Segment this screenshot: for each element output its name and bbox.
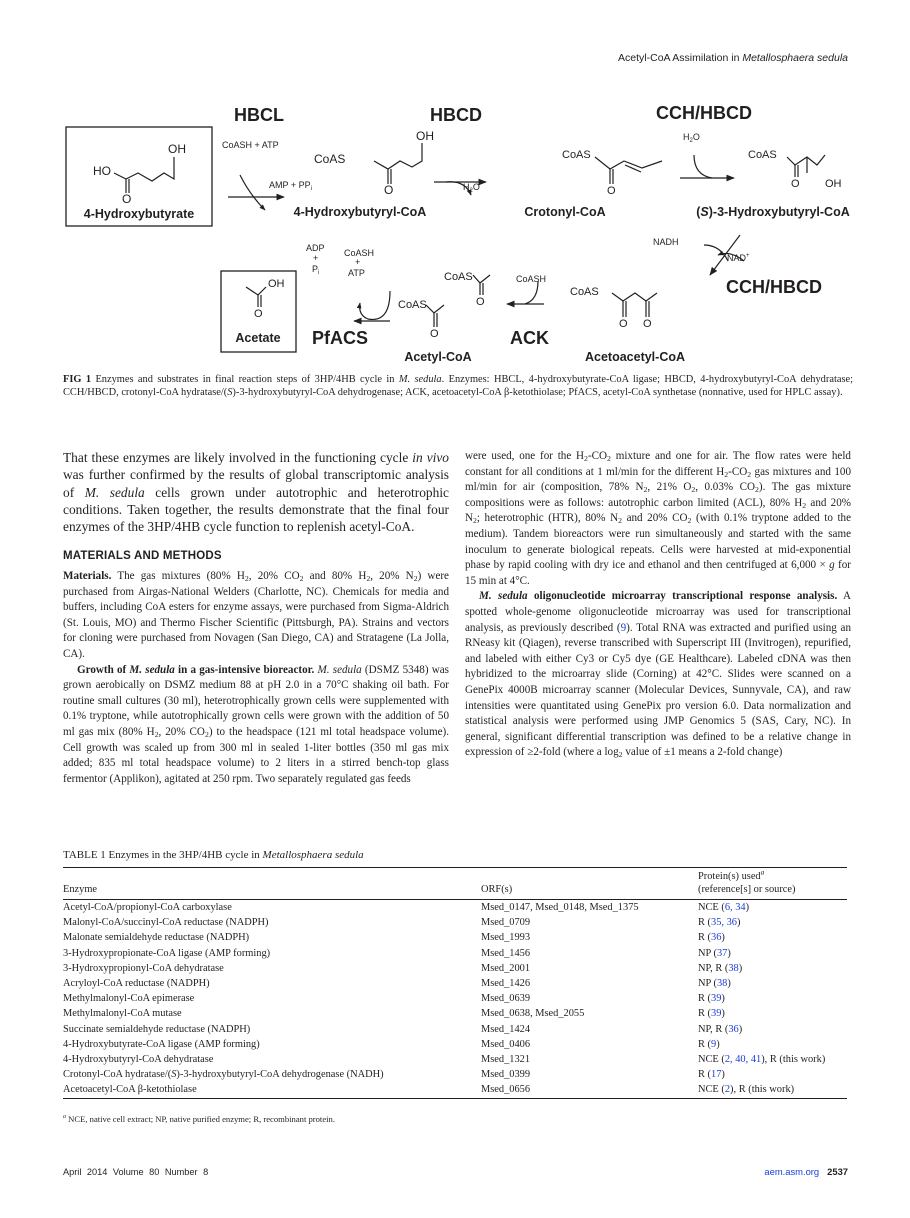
atom-coas: CoAS <box>562 149 591 161</box>
compound-4-hydroxybutyrate: 4-Hydroxybutyrate <box>83 207 195 221</box>
table-row <box>63 961 847 976</box>
table-title: TABLE 1 Enzymes in the 3HP/4HB cycle in Metallosphaera sedula <box>63 849 364 861</box>
cell-enzyme: Acetoacetyl-CoA β-ketothiolase <box>63 1084 197 1096</box>
table-row <box>63 1052 847 1067</box>
microarray-paragraph: M. sedula oligonucleotide microarray transcriptional response analysis. A spotted whole-genome oligonucleotide microarray was used for transcriptional analysis, as previously described (9). Total RNA was extracted and purified using an RNeasy kit (Qiagen), reverse transcribed with Superscript III (Invitrogen), repurified, and labeled with either Cy3 or Cy5 dye (GE Healthcare). Labeled cDNA was then hybridized to the microarray slide (Corning) at 42°C. Slides were scanned on a GenePix 4000B microarray scanner (Molecular Devices, Sunnyvale, CA), and raw intensities were quantitated using GenePix pro version 6.0. Data normalization and statistical analysis were performed using JMP Genomics 5 (SAS, Cary, NC). In general, significant differential transcription was defined to be a relative change in expression of ≥2-fold (where a $\log_2$ value of ±1 means a 2-fold change) <box>465 590 851 760</box>
cell-protein: R (39) <box>698 993 725 1005</box>
column-header-protein: Protein(s) used$^a$ (reference[s] or source) <box>698 868 796 895</box>
atom-oh: OH <box>416 129 434 143</box>
footer-right <box>764 1166 848 1177</box>
atom-o: O <box>430 328 439 340</box>
reference-link[interactable]: 39 <box>711 993 722 1005</box>
reaction-scheme-diagram <box>60 95 860 365</box>
reference-link[interactable]: 36 <box>711 932 722 944</box>
table-row <box>63 1067 847 1082</box>
figure-caption <box>63 373 853 399</box>
cell-orf: Msed_0147, Msed_0148, Msed_1375 <box>481 902 639 913</box>
footer-issue: April 2014 Volume 80 Number 8 <box>63 1167 209 1177</box>
left-column <box>63 449 449 787</box>
running-head <box>618 52 848 64</box>
svg-text:+: + <box>313 253 319 263</box>
cell-orf: Msed_0656 <box>481 1084 531 1096</box>
compound-4-hydroxybutyryl-coa: 4-Hydroxybutyryl-CoA <box>293 205 427 219</box>
running-head-text: Acetyl-CoA Assimilation in <box>618 52 743 64</box>
atom-coas: CoAS <box>748 149 777 161</box>
cofactor-atp: ATP <box>348 268 365 278</box>
atom-o: O <box>254 308 263 320</box>
growth-continued-paragraph: were used, one for the $H_2-CO_2$ mixture and one for air. The flow rates were held constant for all conditions at 1 ml/min for the different $H_2-CO_2$ gas mixtures and 100 ml/min for air (composition, 78% $N_2$, 21% $O_2$, 0.03% $CO_2$). The gas mixture compositions were as follows: autotrophic carbon limited (ACL), 80% $H_2$ and 20% $N_2$; heterotrophic (HTR), 80% $N_2$ and 20% $CO_2$ (with 0.1% tryptone added to the medium). Tandem bioreactors were run simultaneously and started with the same inoculum to generate biological repeats. Cells were harvested at mid-exponential phase by rapid cooling with dry ice and ethanol and then centrifuged at 6,000 × g for 15 min at 4°C. <box>465 450 851 587</box>
cell-enzyme: Acryloyl-CoA reductase (NADPH) <box>63 978 210 990</box>
cell-enzyme: Crotonyl-CoA hydratase/(S)-3-hydroxybutyryl-CoA dehydrogenase (NADH) <box>63 1069 384 1081</box>
column-header-enzyme: Enzyme <box>63 884 98 895</box>
caption-label: FIG 1 <box>63 374 92 385</box>
journal-site-link[interactable]: aem.asm.org <box>764 1166 820 1177</box>
cell-protein: NP, R (36) <box>698 1023 743 1035</box>
caption-text: Enzymes and substrates in final reaction steps of 3HP/4HB cycle in <box>91 374 399 385</box>
enzyme-label-ack: ACK <box>510 328 549 348</box>
cell-enzyme: Acetyl-CoA/propionyl-CoA carboxylase <box>63 902 232 913</box>
right-column <box>465 449 851 761</box>
atom-o: O <box>619 318 628 330</box>
table-row <box>63 915 847 930</box>
table-row <box>63 976 847 991</box>
cell-protein: R (35, 36) <box>698 917 741 929</box>
cell-enzyme: 3-Hydroxypropionate-CoA ligase (AMP forming) <box>63 947 271 959</box>
cell-protein: NP (38) <box>698 978 731 990</box>
table-row <box>63 1006 847 1021</box>
atom-o: O <box>607 185 616 197</box>
cell-enzyme: Methylmalonyl-CoA epimerase <box>63 993 195 1005</box>
caption-organism: M. sedula <box>398 374 442 385</box>
cofactor-h2o-out: $H_2O$ <box>463 182 480 194</box>
cell-enzyme: 3-Hydroxypropionyl-CoA dehydratase <box>63 962 224 974</box>
enzyme-label-pfacs: PfACS <box>312 328 369 348</box>
caption-stereo: S <box>227 387 233 399</box>
enzyme-label-hbcd: HBCD <box>430 105 482 125</box>
reference-link[interactable]: 17 <box>711 1069 722 1081</box>
compound-crotonyl-coa: Crotonyl-CoA <box>524 205 606 219</box>
atom-o: O <box>122 192 132 206</box>
cell-orf: Msed_0709 <box>481 917 531 929</box>
enzyme-label-cch-hbcd-top: CCH/HBCD <box>656 103 752 123</box>
cell-orf: Msed_1993 <box>481 932 531 944</box>
cell-orf: Msed_1424 <box>481 1023 531 1035</box>
atom-o: O <box>791 178 800 190</box>
reference-link[interactable]: 39 <box>711 1008 722 1020</box>
reference-link[interactable]: 6, 34 <box>724 902 746 913</box>
reference-link[interactable]: 37 <box>716 947 728 959</box>
intro-paragraph: That these enzymes are likely involved in the functioning cycle in vivo was further confirmed by the results of global transcriptomic analysis of M. sedula cells grown under autotrophic and heterotrophic conditions. Taken together, the results demonstrate that the final four enzymes of the 3HP/4HB cycle function to replenish acetyl-CoA. <box>63 450 449 535</box>
materials-paragraph: Materials. The gas mixtures (80% $H_2$, 20% $CO_2$ and 80% $H_2$, 20% $N_2$) were purchased from Airgas-National Welders (Charlotte, NC). Chemicals for media and buffers, including CoA esters for enzyme assays, were purchased from Sigma-Aldrich (St. Louis, MO) and Thermo Fischer Scientific (Pittsburgh, PA). Strains and vectors for cloning were purchased from Novagen (San Diego, CA) and Stratagene (La Jolla, CA). <box>63 570 449 661</box>
cell-orf: Msed_0399 <box>481 1069 531 1081</box>
reference-link[interactable]: 36 <box>728 1023 739 1035</box>
cell-orf: Msed_1456 <box>481 947 531 959</box>
figure-1 <box>60 95 860 365</box>
cell-orf: Msed_0406 <box>481 1038 531 1050</box>
reference-link[interactable]: 9 <box>711 1038 717 1050</box>
cell-orf: Msed_2001 <box>481 962 531 974</box>
reference-link[interactable]: 38 <box>728 962 739 974</box>
cofactor-amp-ppi: AMP + PP <box>269 180 311 190</box>
paragraph-heading: Materials. <box>63 570 112 583</box>
cell-enzyme: 4-Hydroxybutyryl-CoA dehydratase <box>63 1054 214 1066</box>
table-row <box>63 991 847 1006</box>
svg-text:NAD+: NAD+ <box>727 253 750 263</box>
cell-protein: NCE (2), R (this work) <box>698 1084 795 1096</box>
atom-oh: OH <box>168 142 186 156</box>
cofactor-coash-pfacs: CoASH <box>344 248 375 258</box>
compound-s-3-hydroxybutyryl-coa: (S)-3-Hydroxybutyryl-CoA <box>696 205 850 219</box>
page-number: 2537 <box>827 1166 848 1177</box>
enzyme-label-cch-hbcd-right: CCH/HBCD <box>726 277 822 297</box>
enzyme-label-hbcl: HBCL <box>234 105 284 125</box>
cell-orf: Msed_1321 <box>481 1054 531 1066</box>
cofactor-h2o-in: $H_2O$ <box>683 132 700 144</box>
atom-coas: CoAS <box>398 299 427 311</box>
svg-text:AMP + PPi: AMP + $PP_i$ <box>269 180 312 192</box>
reference-link[interactable]: 9 <box>620 621 627 634</box>
section-heading: MATERIALS AND METHODS <box>63 550 222 563</box>
cell-protein: R (17) <box>698 1069 725 1081</box>
svg-text:+: + <box>355 257 361 267</box>
atom-oh: OH <box>825 178 842 190</box>
table-row <box>63 1022 847 1037</box>
atom-o: O <box>476 296 485 308</box>
cell-protein: NP, R (38) <box>698 962 743 974</box>
atom-ho: HO <box>93 164 111 178</box>
atom-oh: OH <box>268 278 285 290</box>
cell-enzyme: Malonate semialdehyde reductase (NADPH) <box>63 932 250 944</box>
cell-orf: Msed_0639 <box>481 993 531 1005</box>
cofactor-coash: CoASH <box>516 274 547 284</box>
cofactor-pi: P <box>312 264 319 274</box>
atom-coas: CoAS <box>444 271 473 283</box>
reference-link[interactable]: 2 <box>724 1084 731 1096</box>
column-header-orf: ORF(s) <box>481 884 513 895</box>
atom-coas: CoAS <box>570 286 599 298</box>
reference-link[interactable]: 2, 40, 41 <box>724 1054 762 1066</box>
table-row <box>63 1037 847 1052</box>
table-row <box>63 900 847 916</box>
svg-text:Pi: $P_i$ <box>312 264 320 276</box>
caption-text: )-3-hydroxybutyryl-CoA dehydrogenase; ACK, acetoacetyl-CoA β-ketothiolase; PfACS, acetyl-CoA synthetase (nonnative, used for HPLC assay). <box>232 387 843 399</box>
table-row <box>63 1082 847 1098</box>
cell-enzyme: Malonyl-CoA/succinyl-CoA reductase (NADPH) <box>63 917 269 929</box>
growth-paragraph: Growth of M. sedula in a gas-intensive bioreactor. M. sedula (DSMZ 5348) was grown aerobically on DSMZ medium 88 at pH 2.0 in a 70°C shaking oil bath. For routine small cultures (30 ml), heterotrophically grown cells were supplemented with 0.1% tryptone, while autotrophically grown cells were grown with the addition of 50 ml gas mix (80% $H_2$, 20% $CO_2$) to the headspace (121 ml total headspace volume). Cell growth was scaled up from 300 ml in sealed 1-liter bottles (350 ml gas mix added; 835 ml total headspace volume) to 2 liters in a stirred bench-top glass fermentor (Applikon), agitated at 250 rpm. Two separately regulated gas feeds <box>63 663 449 785</box>
cell-enzyme: Succinate semialdehyde reductase (NADPH) <box>63 1023 251 1035</box>
compound-acetate: Acetate <box>235 331 281 345</box>
cell-protein: R (36) <box>698 932 725 944</box>
table-row <box>63 930 847 945</box>
compound-acetoacetyl-coa: Acetoacetyl-CoA <box>584 350 686 364</box>
running-head-organism: Metallosphaera sedula <box>742 52 848 64</box>
cofactor-coash-atp: CoASH + ATP <box>222 140 279 150</box>
table-row <box>63 946 847 961</box>
cell-enzyme: Methylmalonyl-CoA mutase <box>63 1008 182 1020</box>
cell-protein: R (9) <box>698 1038 720 1050</box>
table-1 <box>63 867 847 1099</box>
atom-coas: CoAS <box>314 152 346 166</box>
cell-enzyme: 4-Hydroxybutyrate-CoA ligase (AMP forming) <box>63 1038 260 1050</box>
cell-orf: Msed_1426 <box>481 978 531 990</box>
cofactor-nad: NAD <box>727 253 747 263</box>
cofactor-nadh: NADH <box>653 237 679 247</box>
atom-o: O <box>384 183 394 197</box>
table-footnote: $^a$ NCE, native cell extract; NP, native purified enzyme; R, recombinant protein. <box>63 1114 335 1124</box>
reference-link[interactable]: 38 <box>716 978 728 990</box>
cell-protein: NCE (2, 40, 41), R (this work) <box>698 1054 826 1066</box>
cell-protein: R (39) <box>698 1008 725 1020</box>
atom-o: O <box>643 318 652 330</box>
cell-protein: NCE (6, 34) <box>698 902 750 913</box>
cofactor-adp: ADP <box>306 243 325 253</box>
caption-text: . Enzymes: HBCL, 4-hydroxybutyrate-CoA ligase; HBCD, 4-hydroxybutyryl-CoA dehydratase; CCH/HBCD, crotonyl-CoA hydratase/( <box>63 374 853 399</box>
compound-acetyl-coa: Acetyl-CoA <box>404 350 472 364</box>
cell-protein: NP (37) <box>698 947 731 959</box>
reference-link[interactable]: 35, 36 <box>711 917 737 929</box>
cell-orf: Msed_0638, Msed_2055 <box>481 1008 585 1020</box>
